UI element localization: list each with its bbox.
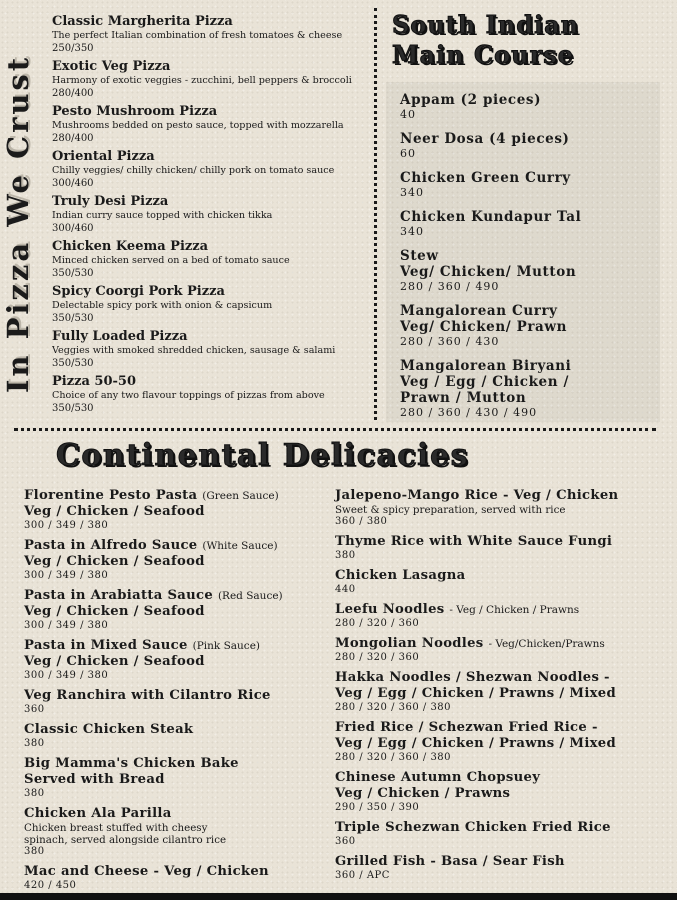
menu-item bbox=[335, 670, 665, 714]
item-price: 380 bbox=[24, 738, 45, 749]
item-variants: Veg / Chicken / Seafood bbox=[24, 604, 205, 619]
menu-item bbox=[400, 303, 662, 349]
menu-item bbox=[335, 568, 665, 596]
item-price: 350/530 bbox=[52, 268, 94, 279]
menu-item bbox=[52, 284, 374, 329]
item-price: 280 / 360 / 430 / 490 bbox=[400, 406, 538, 419]
item-name: Pasta in Alfredo Sauce bbox=[24, 538, 198, 553]
menu-item bbox=[24, 688, 324, 716]
item-price: 40 bbox=[400, 108, 416, 121]
south-indian-menu-list bbox=[400, 92, 662, 429]
item-name: Florentine Pesto Pasta bbox=[24, 488, 198, 503]
item-variants: Veg / Egg / Chicken / Prawns / Mixed bbox=[335, 736, 617, 751]
vertical-divider bbox=[374, 8, 377, 420]
menu-item bbox=[335, 720, 665, 764]
item-name: Hakka Noodles / Shezwan Noodles - bbox=[335, 670, 610, 685]
item-price: 360 / APC bbox=[335, 870, 390, 881]
item-name: Jalepeno-Mango Rice - Veg / Chicken bbox=[335, 488, 619, 503]
south-indian-title bbox=[392, 10, 662, 70]
item-price: 420 / 450 bbox=[24, 880, 77, 891]
item-name: Chicken Kundapur Tal bbox=[400, 209, 582, 225]
menu-item bbox=[24, 722, 324, 750]
item-price: 380 bbox=[24, 788, 45, 799]
menu-item bbox=[400, 131, 662, 161]
item-name: Pizza 50-50 bbox=[52, 374, 137, 389]
menu-item bbox=[335, 770, 665, 814]
menu-item bbox=[335, 854, 665, 882]
item-variants: Veg / Chicken / Seafood bbox=[24, 554, 205, 569]
item-name-line bbox=[24, 588, 324, 604]
item-name: Appam (2 pieces) bbox=[400, 92, 542, 108]
menu-item bbox=[52, 14, 374, 59]
item-variants: Veg / Chicken / Seafood bbox=[24, 654, 205, 669]
item-price: 300 / 349 / 380 bbox=[24, 570, 109, 581]
item-name: Neer Dosa (4 pieces) bbox=[400, 131, 570, 147]
item-price: 380 bbox=[24, 846, 45, 857]
item-name: Triple Schezwan Chicken Fried Rice bbox=[335, 820, 611, 835]
item-name-line bbox=[24, 638, 324, 654]
item-description: Delectable spicy pork with onion & capsicum bbox=[52, 300, 273, 311]
item-name: Chicken Lasagna bbox=[335, 568, 466, 583]
item-description: Veggies with smoked shredded chicken, sausage & salami bbox=[52, 345, 336, 356]
item-description: Chilly veggies/ chilly chicken/ chilly pork on tomato sauce bbox=[52, 165, 335, 176]
item-variants: Prawn / Mutton bbox=[400, 390, 527, 406]
item-variants: Veg/ Chicken/ Prawn bbox=[400, 319, 568, 335]
item-variants: Veg / Chicken / Seafood bbox=[24, 504, 205, 519]
item-price: 350/530 bbox=[52, 403, 94, 414]
item-price: 340 bbox=[400, 186, 424, 199]
item-name: Exotic Veg Pizza bbox=[52, 59, 171, 74]
item-variants: Served with Bread bbox=[24, 772, 165, 787]
item-name: Fried Rice / Schezwan Fried Rice - bbox=[335, 720, 598, 735]
item-price: 280 / 320 / 360 / 380 bbox=[335, 702, 452, 713]
title-line: Main Course bbox=[392, 40, 575, 69]
item-price: 350/530 bbox=[52, 313, 94, 324]
menu-item bbox=[24, 864, 324, 892]
menu-item bbox=[400, 209, 662, 239]
menu-item bbox=[52, 374, 374, 419]
menu-item bbox=[52, 104, 374, 149]
item-name: Mangalorean Curry bbox=[400, 303, 558, 319]
pizza-menu-list bbox=[52, 14, 374, 419]
menu-item bbox=[24, 638, 324, 682]
item-price: 280 / 360 / 490 bbox=[400, 280, 500, 293]
item-price: 300 / 349 / 380 bbox=[24, 670, 109, 681]
menu-item bbox=[52, 149, 374, 194]
item-variants: Veg / Egg / Chicken / bbox=[400, 374, 569, 390]
menu-item bbox=[24, 488, 324, 532]
item-name: Leefu Noodles bbox=[335, 602, 445, 617]
item-price: 280 / 320 / 360 / 380 bbox=[335, 752, 452, 763]
item-price: 340 bbox=[400, 225, 424, 238]
item-price: 280/400 bbox=[52, 133, 94, 144]
item-price: 440 bbox=[335, 584, 356, 595]
item-description: The perfect Italian combination of fresh tomatoes & cheese bbox=[52, 30, 343, 41]
item-name: Classic Margherita Pizza bbox=[52, 14, 233, 29]
item-description: Mushrooms bedded on pesto sauce, topped with mozzarella bbox=[52, 120, 344, 131]
item-name: Mongolian Noodles bbox=[335, 636, 484, 651]
menu-item bbox=[24, 806, 324, 858]
item-price: 300 / 349 / 380 bbox=[24, 520, 109, 531]
item-description: Indian curry sauce topped with chicken tikka bbox=[52, 210, 273, 221]
item-name: Pesto Mushroom Pizza bbox=[52, 104, 218, 119]
item-note: (Red Sauce) bbox=[217, 590, 283, 602]
item-description: Chicken breast stuffed with cheesy bbox=[24, 822, 208, 834]
menu-item bbox=[52, 239, 374, 284]
item-name-line bbox=[24, 538, 324, 554]
menu-item bbox=[52, 59, 374, 104]
item-name: Oriental Pizza bbox=[52, 149, 155, 164]
item-price: 380 bbox=[335, 550, 356, 561]
item-description: Minced chicken served on a bed of tomato sauce bbox=[52, 255, 290, 266]
menu-item bbox=[335, 488, 665, 528]
item-description: spinach, served alongside cilantro rice bbox=[24, 834, 227, 846]
item-name: Grilled Fish - Basa / Sear Fish bbox=[335, 854, 565, 869]
item-name-line bbox=[335, 602, 665, 618]
continental-title: Continental Delicacies bbox=[56, 438, 470, 473]
item-price: 360 / 380 bbox=[335, 516, 388, 527]
item-name: Pasta in Arabiatta Sauce bbox=[24, 588, 214, 603]
item-price: 350/530 bbox=[52, 358, 94, 369]
item-name-line bbox=[335, 636, 665, 652]
item-price: 280/400 bbox=[52, 88, 94, 99]
item-description: Choice of any two flavour toppings of pizzas from above bbox=[52, 390, 325, 401]
bottom-border bbox=[0, 893, 677, 900]
menu-item bbox=[335, 636, 665, 664]
menu-item bbox=[400, 358, 662, 420]
item-name: Fully Loaded Pizza bbox=[52, 329, 188, 344]
item-name: Chinese Autumn Chopsuey bbox=[335, 770, 541, 785]
item-note: - Veg / Chicken / Prawns bbox=[449, 604, 580, 616]
continental-left-column bbox=[24, 488, 324, 898]
item-note: (White Sauce) bbox=[202, 540, 278, 552]
item-name: Big Mamma's Chicken Bake bbox=[24, 756, 239, 771]
item-variants: Veg/ Chicken/ Mutton bbox=[400, 264, 577, 280]
item-price: 300 / 349 / 380 bbox=[24, 620, 109, 631]
item-name: Pasta in Mixed Sauce bbox=[24, 638, 188, 653]
menu-item bbox=[400, 92, 662, 122]
item-price: 60 bbox=[400, 147, 416, 160]
item-note: (Pink Sauce) bbox=[192, 640, 260, 652]
item-variants: Veg / Egg / Chicken / Prawns / Mixed bbox=[335, 686, 617, 701]
item-note: (Green Sauce) bbox=[202, 490, 279, 502]
item-name: Chicken Green Curry bbox=[400, 170, 571, 186]
item-price: 280 / 320 / 360 bbox=[335, 618, 420, 629]
item-name: Classic Chicken Steak bbox=[24, 722, 194, 737]
item-note: - Veg/Chicken/Prawns bbox=[488, 638, 605, 650]
menu-item bbox=[52, 329, 374, 374]
menu-item bbox=[335, 534, 665, 562]
item-name: Mangalorean Biryani bbox=[400, 358, 572, 374]
continental-right-column bbox=[335, 488, 665, 888]
menu-item bbox=[24, 538, 324, 582]
item-name-line bbox=[24, 488, 324, 504]
menu-item bbox=[400, 248, 662, 294]
item-price: 300/460 bbox=[52, 223, 94, 234]
menu-item bbox=[400, 170, 662, 200]
item-price: 360 bbox=[335, 836, 356, 847]
menu-item bbox=[335, 602, 665, 630]
item-name: Chicken Ala Parilla bbox=[24, 806, 172, 821]
item-variants: Veg / Chicken / Prawns bbox=[335, 786, 511, 801]
item-name: Truly Desi Pizza bbox=[52, 194, 169, 209]
item-name: Veg Ranchira with Cilantro Rice bbox=[24, 688, 271, 703]
menu-item bbox=[335, 820, 665, 848]
item-price: 250/350 bbox=[52, 43, 94, 54]
item-price: 360 bbox=[24, 704, 45, 715]
menu-item bbox=[52, 194, 374, 239]
item-name: Stew bbox=[400, 248, 439, 264]
item-name: Mac and Cheese - Veg / Chicken bbox=[24, 864, 269, 879]
menu-item bbox=[24, 588, 324, 632]
item-price: 280 / 320 / 360 bbox=[335, 652, 420, 663]
pizza-section-title: In Pizza We Crust bbox=[1, 54, 35, 394]
item-name: Chicken Keema Pizza bbox=[52, 239, 209, 254]
item-price: 280 / 360 / 430 bbox=[400, 335, 500, 348]
item-description: Harmony of exotic veggies - zucchini, bell peppers & broccoli bbox=[52, 75, 352, 86]
item-name: Spicy Coorgi Pork Pizza bbox=[52, 284, 225, 299]
item-price: 290 / 350 / 390 bbox=[335, 802, 420, 813]
item-name: Thyme Rice with White Sauce Fungi bbox=[335, 534, 613, 549]
title-line: South Indian bbox=[392, 10, 580, 39]
menu-item bbox=[24, 756, 324, 800]
item-description: Sweet & spicy preparation, served with rice bbox=[335, 504, 566, 516]
item-price: 300/460 bbox=[52, 178, 94, 189]
